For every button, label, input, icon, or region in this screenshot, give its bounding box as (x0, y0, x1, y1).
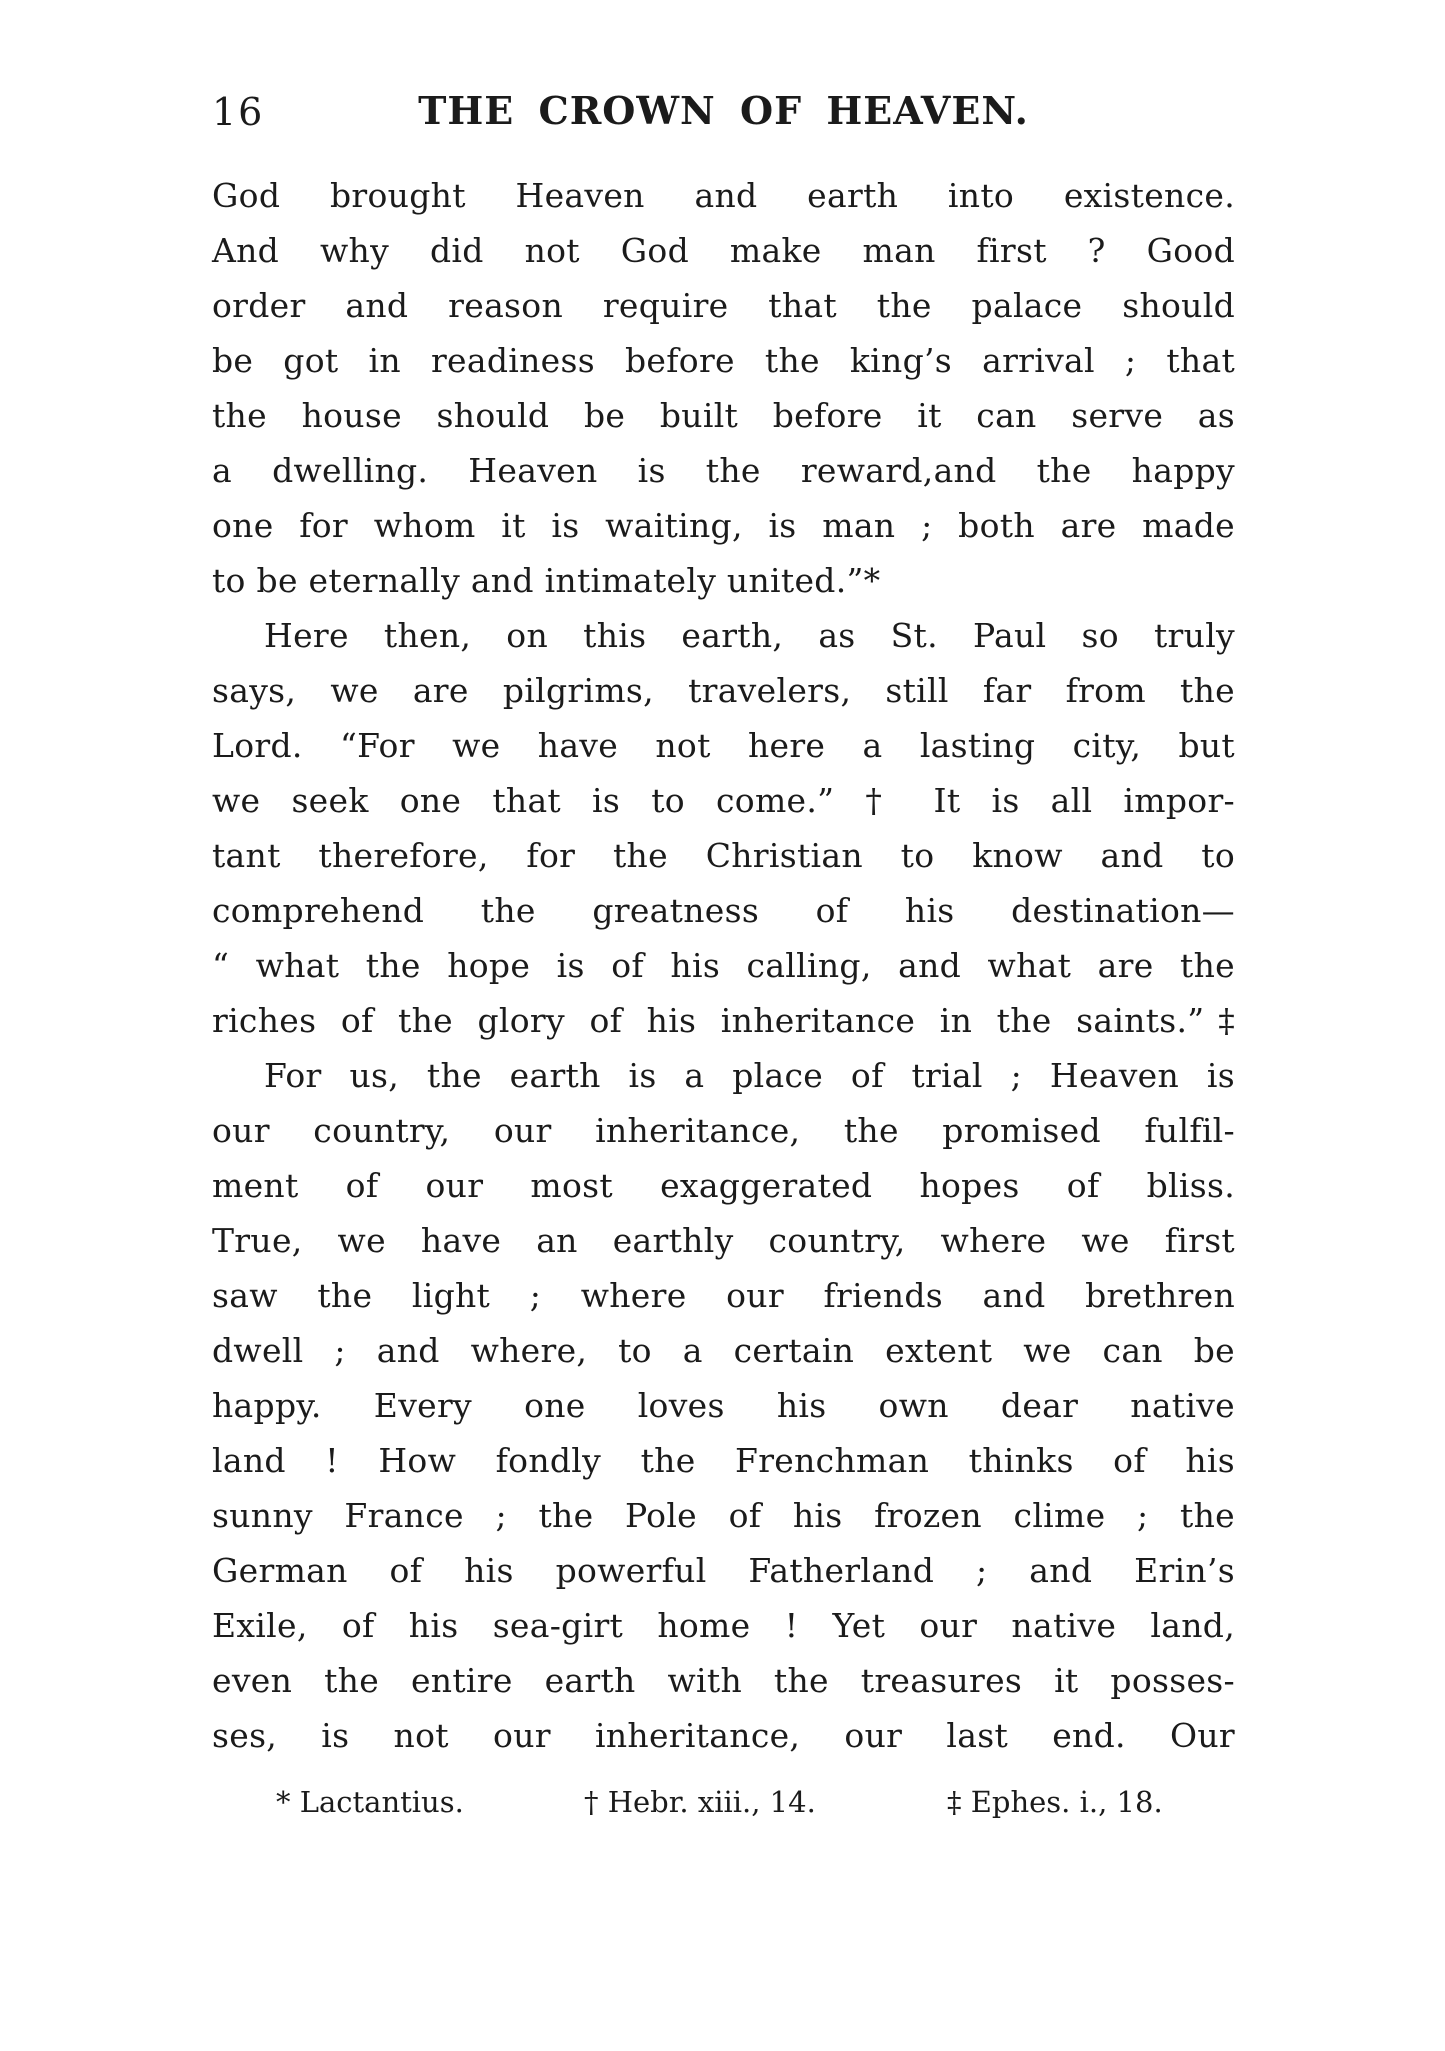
text-line: a dwelling. Heaven is the reward,and the happy (212, 451, 1235, 490)
footnote: ‡ Ephes. i., 18. (947, 1785, 1163, 1819)
text-line: German of his powerful Fatherland ; and Erin’s (212, 1551, 1235, 1590)
text-line: God brought Heaven and earth into existence. (212, 176, 1235, 215)
text-line: And why did not God make man first ? Good (212, 231, 1235, 270)
text-line: Lord. “For we have not here a lasting city, but (212, 726, 1235, 765)
text-line: our country, our inheritance, the promised fulfil- (212, 1111, 1235, 1150)
text-line: comprehend the greatness of his destination— (212, 891, 1235, 930)
text-line: says, we are pilgrims, travelers, still far from the (212, 671, 1235, 710)
text-line: be got in readiness before the king’s arrival ; that (212, 341, 1235, 380)
page-number: 16 (212, 90, 265, 134)
text-line: riches of the glory of his inheritance in the saints.”‡ (212, 1001, 1235, 1040)
text-line: Here then, on this earth, as St. Paul so truly (264, 616, 1235, 655)
text-line: to be eternally and intimately united.”* (212, 561, 881, 600)
text-line: “ what the hope is of his calling, and what are the (212, 946, 1235, 985)
text-line: one for whom it is waiting, is man ; both are made (212, 506, 1235, 545)
page-header (212, 88, 1235, 136)
text-line: sunny France ; the Pole of his frozen clime ; the (212, 1496, 1235, 1535)
text-line: we seek one that is to come.” † It is all impor- (212, 781, 1235, 820)
body-text-block (212, 168, 1235, 1763)
footnotes-row (212, 1785, 1235, 1827)
text-line: land ! How fondly the Frenchman thinks of his (212, 1441, 1235, 1480)
text-line: happy. Every one loves his own dear native (212, 1386, 1235, 1425)
text-line: saw the light ; where our friends and brethren (212, 1276, 1235, 1315)
text-line: For us, the earth is a place of trial ; Heaven is (264, 1056, 1235, 1095)
text-line: tant therefore, for the Christian to know and to (212, 836, 1235, 875)
text-line: True, we have an earthly country, where we first (212, 1221, 1235, 1260)
text-line: ment of our most exaggerated hopes of bliss. (212, 1166, 1235, 1205)
text-line: even the entire earth with the treasures it posses- (212, 1661, 1235, 1700)
text-line: Exile, of his sea-girt home ! Yet our native land, (212, 1606, 1235, 1645)
text-line: dwell ; and where, to a certain extent we can be (212, 1331, 1235, 1370)
footnote: † Hebr. xiii., 14. (584, 1785, 816, 1819)
text-line: ses, is not our inheritance, our last end. Our (212, 1716, 1235, 1755)
text-line: the house should be built before it can serve as (212, 396, 1235, 435)
footnote: * Lactantius. (276, 1785, 464, 1819)
text-line: order and reason require that the palace should (212, 286, 1235, 325)
running-title: THE CROWN OF HEAVEN. (418, 88, 1029, 133)
